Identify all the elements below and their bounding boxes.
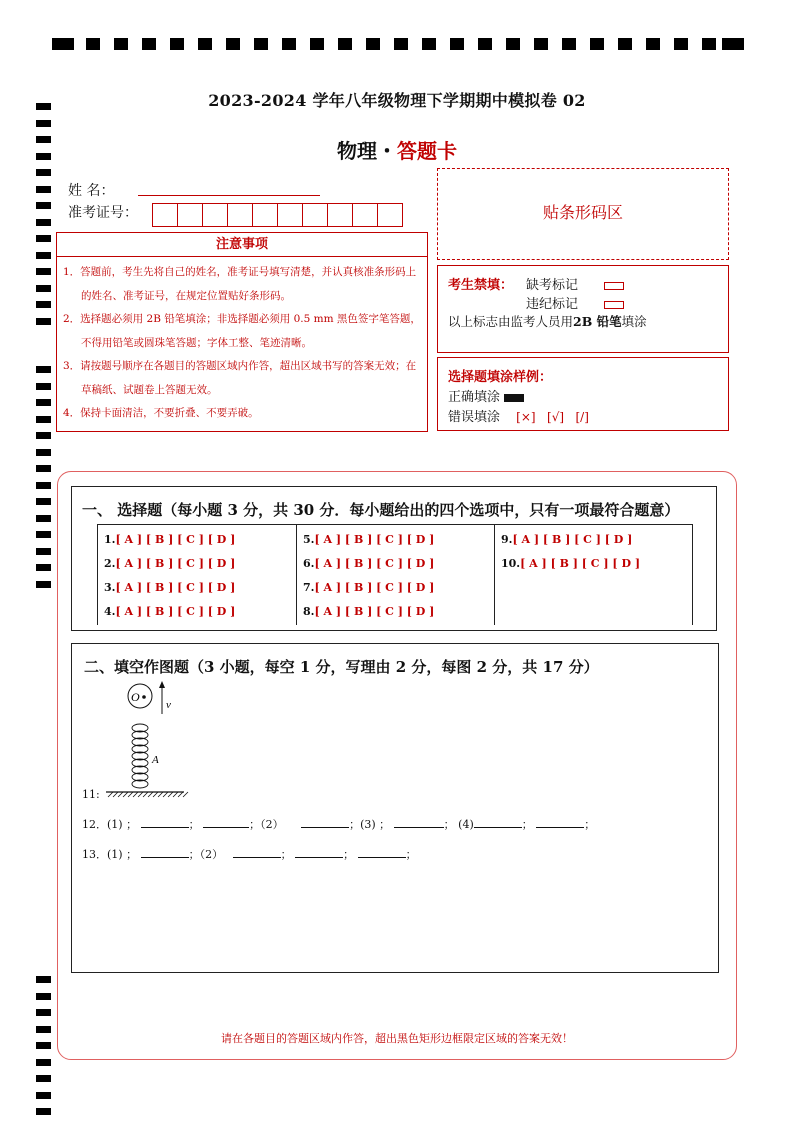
registration-mark <box>36 432 51 439</box>
registration-mark <box>310 38 324 50</box>
hatch-line <box>108 792 113 797</box>
hatch-line <box>113 792 118 797</box>
answer-blank[interactable] <box>474 817 522 828</box>
registration-mark <box>36 268 51 275</box>
question-5[interactable] <box>303 533 434 546</box>
hatch-line <box>128 792 133 797</box>
registration-mark <box>394 38 408 50</box>
hatch-line <box>183 792 188 797</box>
absent-mark-box[interactable] <box>604 282 624 290</box>
question-number: 5. <box>303 533 315 546</box>
ball-center-dot <box>142 695 146 699</box>
hatch-line <box>158 792 163 797</box>
question-number: 3. <box>104 581 116 594</box>
question-number: 8. <box>303 605 315 618</box>
answer-blank[interactable] <box>295 847 343 858</box>
forbid-note-pre: 以上标志由监考人员用 <box>448 314 574 329</box>
question-options[interactable]: [ A ] [ B ] [ C ] [ D ] <box>115 581 236 594</box>
multiple-choice-section <box>71 486 717 631</box>
registration-mark <box>590 38 604 50</box>
registration-mark <box>366 38 380 50</box>
registration-mark <box>282 38 296 50</box>
name-label: 姓 名： <box>68 183 115 199</box>
registration-mark <box>36 993 51 1000</box>
registration-mark <box>36 1059 51 1066</box>
forbid-note <box>448 312 647 330</box>
question-2[interactable] <box>104 557 235 570</box>
q12-num: 12．(1) ； <box>82 818 138 831</box>
exam-id-boxes[interactable] <box>152 203 402 227</box>
registration-mark <box>338 38 352 50</box>
answer-blank[interactable] <box>358 847 406 858</box>
question-number: 10. <box>501 557 521 570</box>
id-digit-box[interactable] <box>352 203 378 227</box>
registration-mark <box>646 38 660 50</box>
registration-mark <box>36 1108 51 1115</box>
grid-divider <box>494 525 495 625</box>
id-digit-box[interactable] <box>277 203 303 227</box>
registration-mark <box>36 548 51 555</box>
card-subtitle <box>0 135 794 164</box>
answer-blank[interactable] <box>233 847 281 858</box>
notice-heading: 注意事项 <box>57 233 427 257</box>
q12-part3: ；(3) ； <box>349 818 391 831</box>
registration-mark <box>36 976 51 983</box>
registration-mark <box>36 120 51 127</box>
q13-row: 13．(1) ； ；（2） ； ； ； <box>82 848 417 861</box>
hatch-line <box>133 792 138 797</box>
registration-mark <box>36 1092 51 1099</box>
q13-part2: ；（2） <box>188 848 224 861</box>
registration-mark <box>36 169 51 176</box>
q12-row: 12．(1) ； ； ；（2） ；(3) ； ； (4) ； ； <box>82 818 596 831</box>
question-options[interactable]: [ A ] [ B ] [ C ] [ D ] <box>115 605 236 618</box>
registration-mark <box>114 38 128 50</box>
id-digit-box[interactable] <box>327 203 353 227</box>
registration-mark <box>36 202 51 209</box>
question-10[interactable] <box>501 557 640 570</box>
registration-mark <box>618 38 632 50</box>
question-options[interactable]: [ A ] [ B ] [ C ] [ D ] <box>314 605 435 618</box>
id-digit-box[interactable] <box>202 203 228 227</box>
subtitle-subject: 物理・ <box>337 139 397 163</box>
registration-mark <box>36 531 51 538</box>
question-number: 1. <box>104 533 116 546</box>
question-8[interactable] <box>303 605 434 618</box>
sample-heading: 选择题填涂样例： <box>448 370 553 385</box>
id-digit-box[interactable] <box>177 203 203 227</box>
hatch-line <box>178 792 183 797</box>
registration-mark <box>36 581 51 588</box>
proctor-mark-box <box>437 265 729 353</box>
label-a: A <box>152 754 159 766</box>
fill-in-section <box>71 643 719 973</box>
registration-mark <box>702 38 716 50</box>
section1-heading: 一、 选择题（每小题 3 分，共 30 分．每小题给出的四个选项中，只有一项最符合题意） <box>82 501 680 519</box>
id-digit-box[interactable] <box>377 203 403 227</box>
registration-mark <box>450 38 464 50</box>
registration-mark <box>52 38 74 50</box>
correct-fill-example <box>504 394 524 402</box>
answer-blank[interactable] <box>536 817 584 828</box>
question-7[interactable] <box>303 581 434 594</box>
hatch-line <box>153 792 158 797</box>
ground-hatch <box>108 792 188 797</box>
registration-mark <box>254 38 268 50</box>
registration-mark <box>506 38 520 50</box>
label-o: O <box>131 690 140 704</box>
registration-mark <box>36 498 51 505</box>
q12-part2: ；（2） <box>249 818 284 831</box>
notice-item: 1．答题前，考生先将自己的姓名，准考证号填写清楚，并认真核准条形码上的姓名、准考证号，在规定位置贴好条形码。 <box>63 266 417 302</box>
q13-num: 13．(1) ； <box>82 848 138 861</box>
id-digit-box[interactable] <box>252 203 278 227</box>
registration-mark <box>36 399 51 406</box>
violation-mark-box[interactable] <box>604 301 624 309</box>
question-options[interactable]: [ A ] [ B ] [ C ] [ D ] <box>314 557 435 570</box>
question-options[interactable]: [ A ] [ B ] [ C ] [ D ] <box>115 557 236 570</box>
hatch-line <box>143 792 148 797</box>
registration-mark <box>36 1075 51 1082</box>
question-options[interactable]: [ A ] [ B ] [ C ] [ D ] <box>314 581 435 594</box>
forbid-label: 考生禁填： <box>448 278 514 293</box>
label-v: v <box>166 699 171 711</box>
spring-coils <box>132 724 148 788</box>
choice-grid <box>97 524 693 625</box>
registration-mark <box>36 564 51 571</box>
registration-mark <box>86 38 100 50</box>
wrong-fill-examples: [×] [√] [/] <box>516 410 589 424</box>
id-digit-box[interactable] <box>227 203 253 227</box>
hatch-line <box>123 792 128 797</box>
forbid-note-post: 填涂 <box>621 314 647 329</box>
id-digit-box[interactable] <box>302 203 328 227</box>
notice-item: 3．请按题号顺序在各题目的答题区域内作答，超出区域书写的答案无效；在草稿纸、试题卷上答题无效。 <box>63 360 417 396</box>
question-6[interactable] <box>303 557 434 570</box>
registration-mark <box>36 219 51 226</box>
registration-mark <box>36 515 51 522</box>
registration-mark <box>36 285 51 292</box>
registration-mark <box>534 38 548 50</box>
registration-mark <box>422 38 436 50</box>
registration-mark <box>478 38 492 50</box>
question-number: 2. <box>104 557 116 570</box>
hatch-line <box>148 792 153 797</box>
subtitle-accent: 答题卡 <box>397 139 457 163</box>
registration-mark <box>36 465 51 472</box>
question-number: 9. <box>501 533 513 546</box>
absent-mark-label: 缺考标记 <box>526 278 579 293</box>
correct-fill-label: 正确填涂 <box>448 390 501 405</box>
registration-mark <box>36 416 51 423</box>
answer-blank[interactable] <box>394 817 444 828</box>
id-digit-box[interactable] <box>152 203 178 227</box>
q12-part4: ； (4) <box>443 818 474 831</box>
violation-mark-label: 违纪标记 <box>526 297 579 312</box>
question-options[interactable]: [ A ] [ B ] [ C ] [ D ] <box>115 533 236 546</box>
registration-mark <box>226 38 240 50</box>
registration-mark <box>198 38 212 50</box>
registration-mark <box>674 38 688 50</box>
q11-label: 11: <box>82 788 100 801</box>
id-label: 准考证号： <box>68 205 138 221</box>
wrong-fill-label: 错误填涂 <box>448 410 501 425</box>
question-options[interactable]: [ A ] [ B ] [ C ] [ D ] <box>520 557 641 570</box>
name-field[interactable] <box>138 195 320 196</box>
notice-box <box>56 232 428 432</box>
question-3[interactable] <box>104 581 235 594</box>
answer-blank[interactable] <box>203 817 249 828</box>
grid-divider <box>296 525 297 625</box>
forbid-note-bold: 2B 铅笔 <box>573 314 622 329</box>
registration-mark <box>36 301 51 308</box>
velocity-arrowhead <box>159 681 165 688</box>
answer-blank[interactable] <box>141 817 189 828</box>
hatch-line <box>118 792 123 797</box>
answer-blank[interactable] <box>141 847 189 858</box>
question-4[interactable] <box>104 605 235 618</box>
registration-mark <box>142 38 156 50</box>
footer-warning: 请在各题目的答题区域内作答，超出黑色矩形边框限定区域的答案无效！ <box>221 1032 573 1045</box>
spring-ball-figure <box>96 680 206 800</box>
question-number: 6. <box>303 557 315 570</box>
question-1[interactable] <box>104 533 235 546</box>
registration-mark <box>562 38 576 50</box>
registration-mark <box>36 1009 51 1016</box>
question-number: 4. <box>104 605 116 618</box>
question-options[interactable]: [ A ] [ B ] [ C ] [ D ] <box>512 533 633 546</box>
registration-mark <box>36 482 51 489</box>
question-number: 7. <box>303 581 315 594</box>
registration-mark <box>36 235 51 242</box>
section2-heading: 二、填空作图题（3 小题，每空 1 分，写理由 2 分，每图 2 分，共 17 分） <box>84 658 599 676</box>
fill-sample-box <box>437 357 729 431</box>
registration-mark <box>36 318 51 325</box>
hatch-line <box>138 792 143 797</box>
top-registration-marks <box>52 38 746 52</box>
registration-mark <box>36 449 51 456</box>
registration-mark <box>36 252 51 259</box>
question-options[interactable]: [ A ] [ B ] [ C ] [ D ] <box>314 533 435 546</box>
question-9[interactable] <box>501 533 632 546</box>
hatch-line <box>173 792 178 797</box>
registration-mark <box>36 366 51 373</box>
notice-item: 2．选择题必须用 2B 铅笔填涂；非选择题必须用 0.5 mm 黑色签字笔答题，不得用铅笔或圆珠笔答题；字体工整、笔迹清晰。 <box>63 313 421 349</box>
registration-mark <box>36 383 51 390</box>
page-title: 2023-2024 学年八年级物理下学期期中模拟卷 02 <box>208 91 586 110</box>
registration-mark <box>36 186 51 193</box>
hatch-line <box>163 792 168 797</box>
registration-mark <box>722 38 744 50</box>
notice-item: 4．保持卡面清洁，不要折叠、不要弄破。 <box>63 407 259 419</box>
answer-blank[interactable] <box>301 817 349 828</box>
barcode-area: 贴条形码区 <box>437 168 729 260</box>
registration-mark <box>170 38 184 50</box>
hatch-line <box>168 792 173 797</box>
